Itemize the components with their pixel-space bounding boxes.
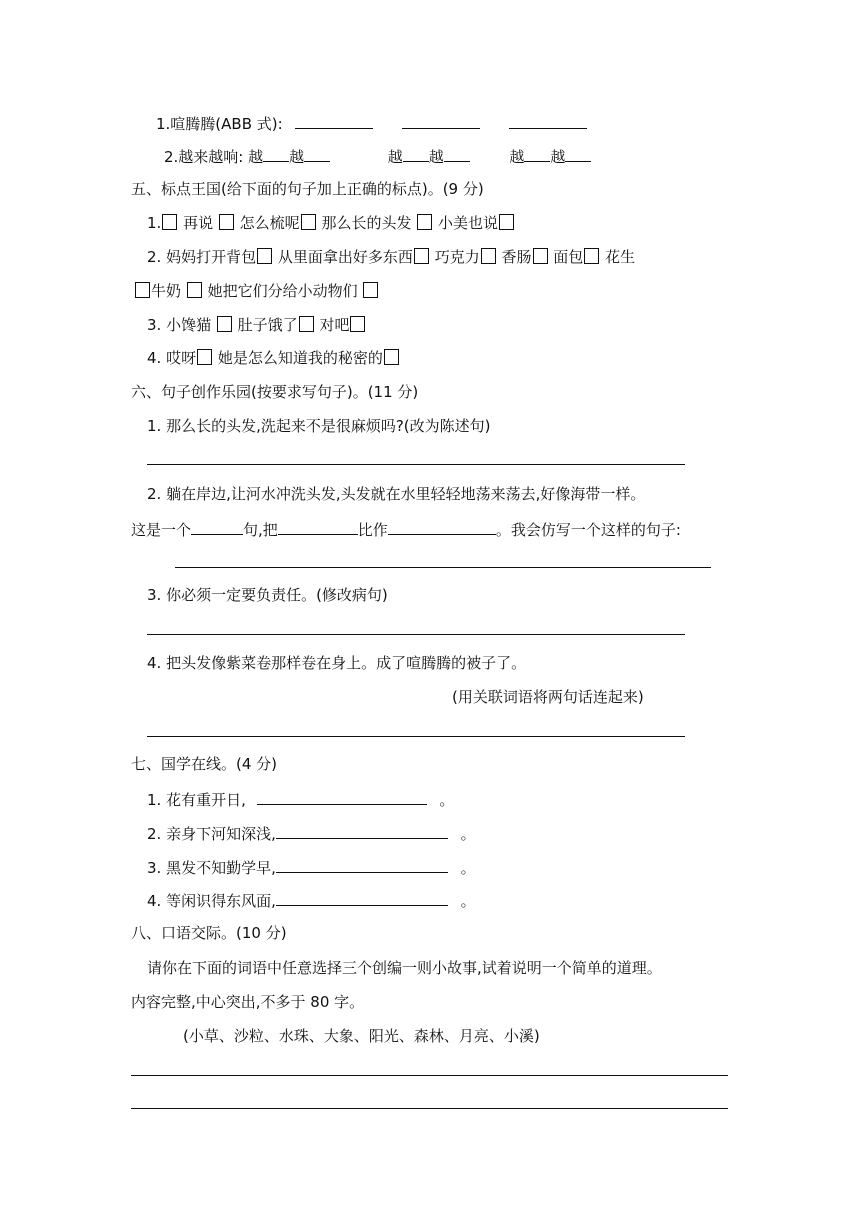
punctuation-box[interactable] [363, 282, 378, 298]
punctuation-box[interactable] [299, 316, 314, 332]
answer-blank[interactable] [524, 145, 550, 162]
text-segment: 比作 [357, 521, 388, 539]
punctuation-box[interactable] [414, 248, 429, 264]
sentence-part: 牛奶 [151, 282, 182, 300]
s7-item [147, 889, 476, 911]
s6-q3: 3. 你必须一定要负责任。(修改病句) [147, 586, 388, 604]
s6-q2: 2. 躺在岸边,让河水冲洗头发,头发就在水里轻轻地荡来荡去,好像海带一样。 [147, 485, 646, 503]
answer-blank[interactable] [276, 889, 448, 906]
answer-blank[interactable] [278, 518, 358, 535]
s5-q4-row [147, 348, 400, 368]
s7-item [147, 822, 476, 844]
sentence-part: 面包 [553, 248, 584, 266]
sentence-part: 哎呀 [166, 349, 197, 367]
item-number: 4. [147, 349, 162, 367]
punctuation-box[interactable] [257, 248, 272, 264]
punctuation-box[interactable] [384, 349, 399, 365]
answer-line[interactable] [131, 1075, 728, 1076]
period: 。 [460, 892, 476, 910]
answer-blank[interactable] [402, 112, 480, 129]
q4-2-row [164, 145, 591, 167]
pattern-char: 越 [248, 148, 264, 166]
pattern-char: 越 [550, 148, 566, 166]
s8-para1: 请你在下面的词语中任意选择三个创编一则小故事,试着说明一个简单的道理。 [147, 959, 662, 977]
sentence-part: 她是怎么知道我的秘密的 [217, 349, 383, 367]
punctuation-box[interactable] [162, 214, 177, 230]
s5-q2-row [147, 247, 635, 267]
punctuation-box[interactable] [533, 248, 548, 264]
text-segment: 句,把 [243, 521, 278, 539]
text-segment: 这是一个 [131, 521, 192, 539]
s6-q4: 4. 把头发像紫菜卷那样卷在身上。成了喧腾腾的被子了。 [147, 654, 527, 672]
sentence-part: 香肠 [501, 248, 532, 266]
item-number: 3. [147, 316, 162, 334]
punctuation-box[interactable] [187, 282, 202, 298]
item-number: 1. [147, 214, 162, 232]
pattern-char: 越 [289, 148, 305, 166]
punctuation-box[interactable] [481, 248, 496, 264]
answer-blank[interactable] [276, 856, 448, 873]
section6-title: 六、句子创作乐园(按要求写句子)。(11 分) [131, 383, 419, 401]
q4-1-row [156, 112, 587, 134]
section5-title: 五、标点王国(给下面的句子加上正确的标点)。(9 分) [131, 180, 484, 198]
sentence-part: 从里面拿出好多东西 [277, 248, 413, 266]
answer-blank[interactable] [565, 145, 591, 162]
punctuation-box[interactable] [197, 349, 212, 365]
punctuation-box[interactable] [499, 214, 514, 230]
s8-words: (小草、沙粒、水珠、大象、阳光、森林、月亮、小溪) [183, 1027, 540, 1045]
item-number: 2. [147, 248, 162, 266]
s5-q1-row [147, 213, 515, 233]
sentence-part: 巧克力 [434, 248, 480, 266]
text-segment: 。我会仿写一个这样的句子: [495, 521, 681, 539]
sentence-part: 小馋猫 [166, 316, 212, 334]
punctuation-box[interactable] [350, 316, 365, 332]
answer-blank[interactable] [191, 518, 243, 535]
poem-line: 3. 黑发不知勤学早, [147, 859, 276, 877]
s6-q2-cont [131, 518, 681, 540]
answer-line[interactable] [131, 1108, 728, 1109]
q4-1-prefix: 1.喧腾腾(ABB 式): [156, 115, 283, 133]
s5-q2-cont [134, 281, 379, 301]
sentence-part: 她把它们分给小动物们 [207, 282, 358, 300]
answer-blank[interactable] [276, 822, 448, 839]
s6-q4-note: (用关联词语将两句话连起来) [452, 688, 644, 706]
punctuation-box[interactable] [135, 282, 150, 298]
answer-line[interactable] [147, 736, 685, 737]
answer-blank[interactable] [295, 112, 373, 129]
punctuation-box[interactable] [217, 316, 232, 332]
sentence-part: 小美也说 [438, 214, 499, 232]
punctuation-box[interactable] [417, 214, 432, 230]
q4-2-prefix: 2.越来越响: [164, 148, 244, 166]
sentence-part: 对吧 [319, 316, 350, 334]
period: 。 [439, 791, 455, 809]
answer-line[interactable] [175, 567, 711, 568]
s7-item [147, 788, 454, 810]
answer-blank[interactable] [403, 145, 429, 162]
answer-blank[interactable] [388, 518, 496, 535]
answer-blank[interactable] [257, 788, 427, 805]
pattern-char: 越 [387, 148, 403, 166]
section7-title: 七、国学在线。(4 分) [131, 755, 278, 773]
section8-title: 八、口语交际。(10 分) [131, 924, 287, 942]
answer-blank[interactable] [509, 112, 587, 129]
sentence-part: 怎么梳呢 [239, 214, 300, 232]
s5-q3-row [147, 315, 366, 335]
s8-para2: 内容完整,中心突出,不多于 80 字。 [131, 993, 365, 1011]
answer-blank[interactable] [263, 145, 289, 162]
sentence-part: 妈妈打开背包 [166, 248, 257, 266]
pattern-char: 越 [509, 148, 525, 166]
answer-blank[interactable] [304, 145, 330, 162]
sentence-part: 花生 [605, 248, 636, 266]
answer-blank[interactable] [444, 145, 470, 162]
answer-line[interactable] [147, 634, 685, 635]
punctuation-box[interactable] [301, 214, 316, 230]
answer-line[interactable] [147, 464, 685, 465]
sentence-part: 那么长的头发 [321, 214, 412, 232]
poem-line: 4. 等闲识得东风面, [147, 892, 276, 910]
punctuation-box[interactable] [219, 214, 234, 230]
sentence-part: 肚子饿了 [237, 316, 298, 334]
s6-q1: 1. 那么长的头发,洗起来不是很麻烦吗?(改为陈述句) [147, 417, 491, 435]
sentence-part: 再说 [183, 214, 214, 232]
pattern-char: 越 [428, 148, 444, 166]
poem-line: 1. 花有重开日, [147, 791, 246, 809]
s7-item [147, 856, 476, 878]
period: 。 [460, 825, 476, 843]
period: 。 [460, 859, 476, 877]
poem-line: 2. 亲身下河知深浅, [147, 825, 276, 843]
punctuation-box[interactable] [584, 248, 599, 264]
